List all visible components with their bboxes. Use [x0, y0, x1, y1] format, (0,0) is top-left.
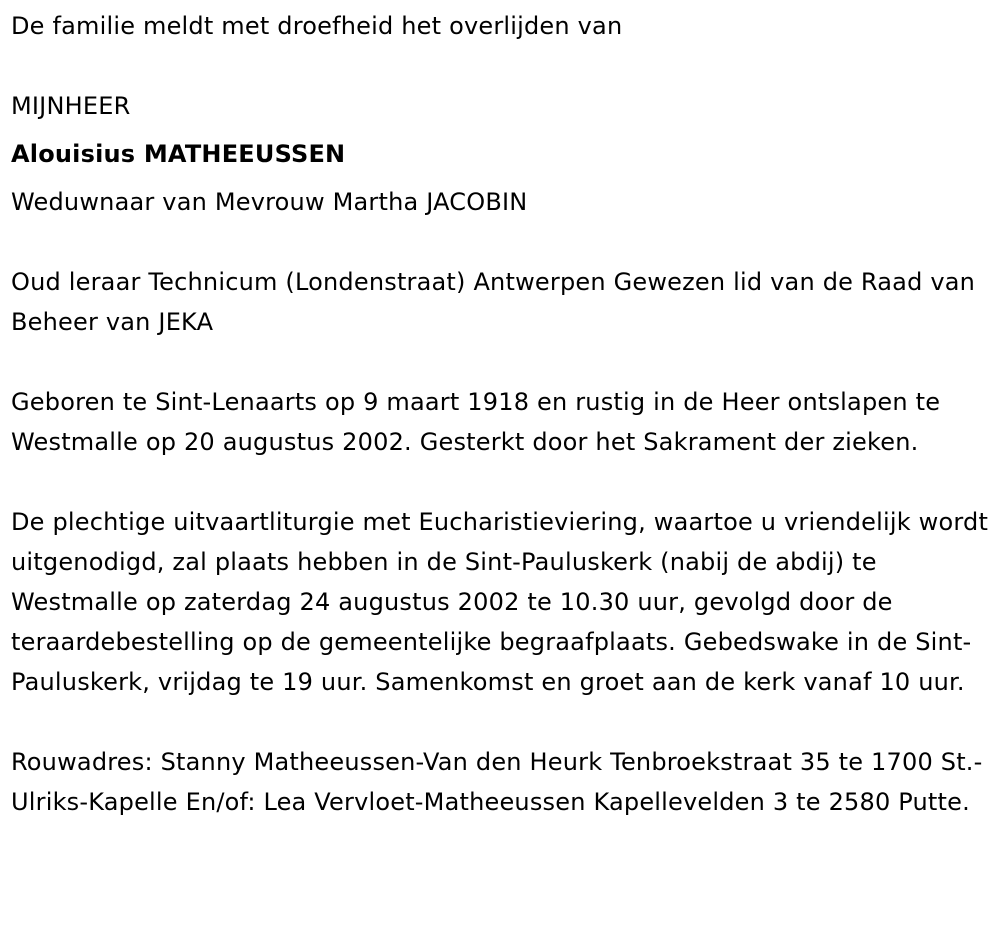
birth-death-paragraph: Geboren te Sint-Lenaarts op 9 maart 1918 en rustig in de Heer ontslapen te Westmalle op 20 augustus 2002. Gesterkt door het Sakrament der zieken. — [11, 388, 941, 456]
widower-of: Weduwnaar van Mevrouw Martha JACOBIN — [11, 188, 528, 216]
deceased-name: Alouisius MATHEEUSSEN — [11, 140, 346, 168]
mourning-address-paragraph: Rouwadres: Stanny Matheeussen-Van den Heurk Tenbroekstraat 35 te 1700 St.-Ulriks-Kapelle En/of: Lea Vervloet-Matheeussen Kapellevelden 3 te 2580 Putte. — [11, 748, 983, 816]
funeral-paragraph: De plechtige uitvaartliturgie met Eucharistieviering, waartoe u vriendelijk wordt uitgenodigd, zal plaats hebben in de Sint-Pauluskerk (nabij de abdij) te Westmalle op zaterdag 24 augustus 2002 te 10.30 uur, gevolgd door de teraardebestelling op de gemeentelijke begraafplaats. Gebedswake in de Sint-Pauluskerk, vrijdag te 19 uur. Samenkomst en groet aan de kerk vanaf 10 uur. — [11, 508, 989, 696]
career-paragraph: Oud leraar Technicum (Londenstraat) Antwerpen Gewezen lid van de Raad van Beheer van JEKA — [11, 268, 976, 336]
obituary-notice — [11, 6, 991, 822]
honorific: MIJNHEER — [11, 92, 131, 120]
intro-line: De familie meldt met droefheid het overlijden van — [11, 12, 623, 40]
